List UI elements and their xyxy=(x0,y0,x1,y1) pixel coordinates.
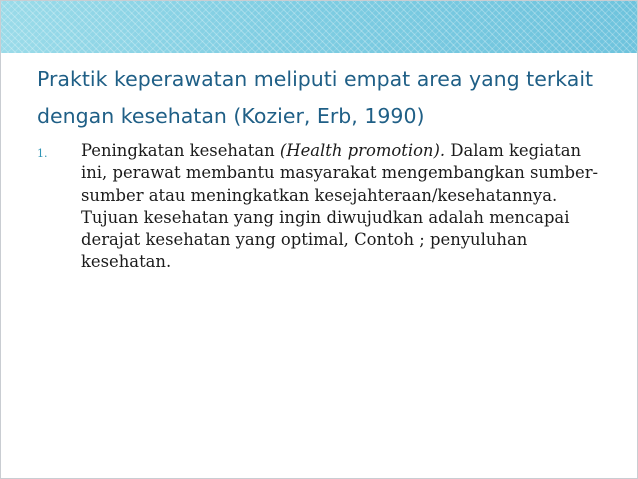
list-item xyxy=(37,140,607,274)
bullet-body: Dalam kegiatan ini, perawat membantu masyarakat mengembangkan sumber-sumber atau meningkatkan kesejahteraan/kesehatannya. Tujuan kesehatan yang ingin diwujudkan adalah mencapai derajat kesehatan yang optimal, Contoh ; penyuluhan kesehatan. xyxy=(81,141,599,272)
header-banner xyxy=(1,1,637,53)
slide-title: Praktik keperawatan meliputi empat area yang terkait dengan kesehatan (Kozier, Erb, 1990) xyxy=(37,67,594,128)
bullet-emphasis: (Health promotion). xyxy=(279,141,446,160)
bullet-list xyxy=(37,140,607,274)
bullet-number: 1. xyxy=(37,147,48,160)
bullet-lead: Peningkatan kesehatan xyxy=(81,141,280,160)
bullet-text xyxy=(81,140,607,274)
